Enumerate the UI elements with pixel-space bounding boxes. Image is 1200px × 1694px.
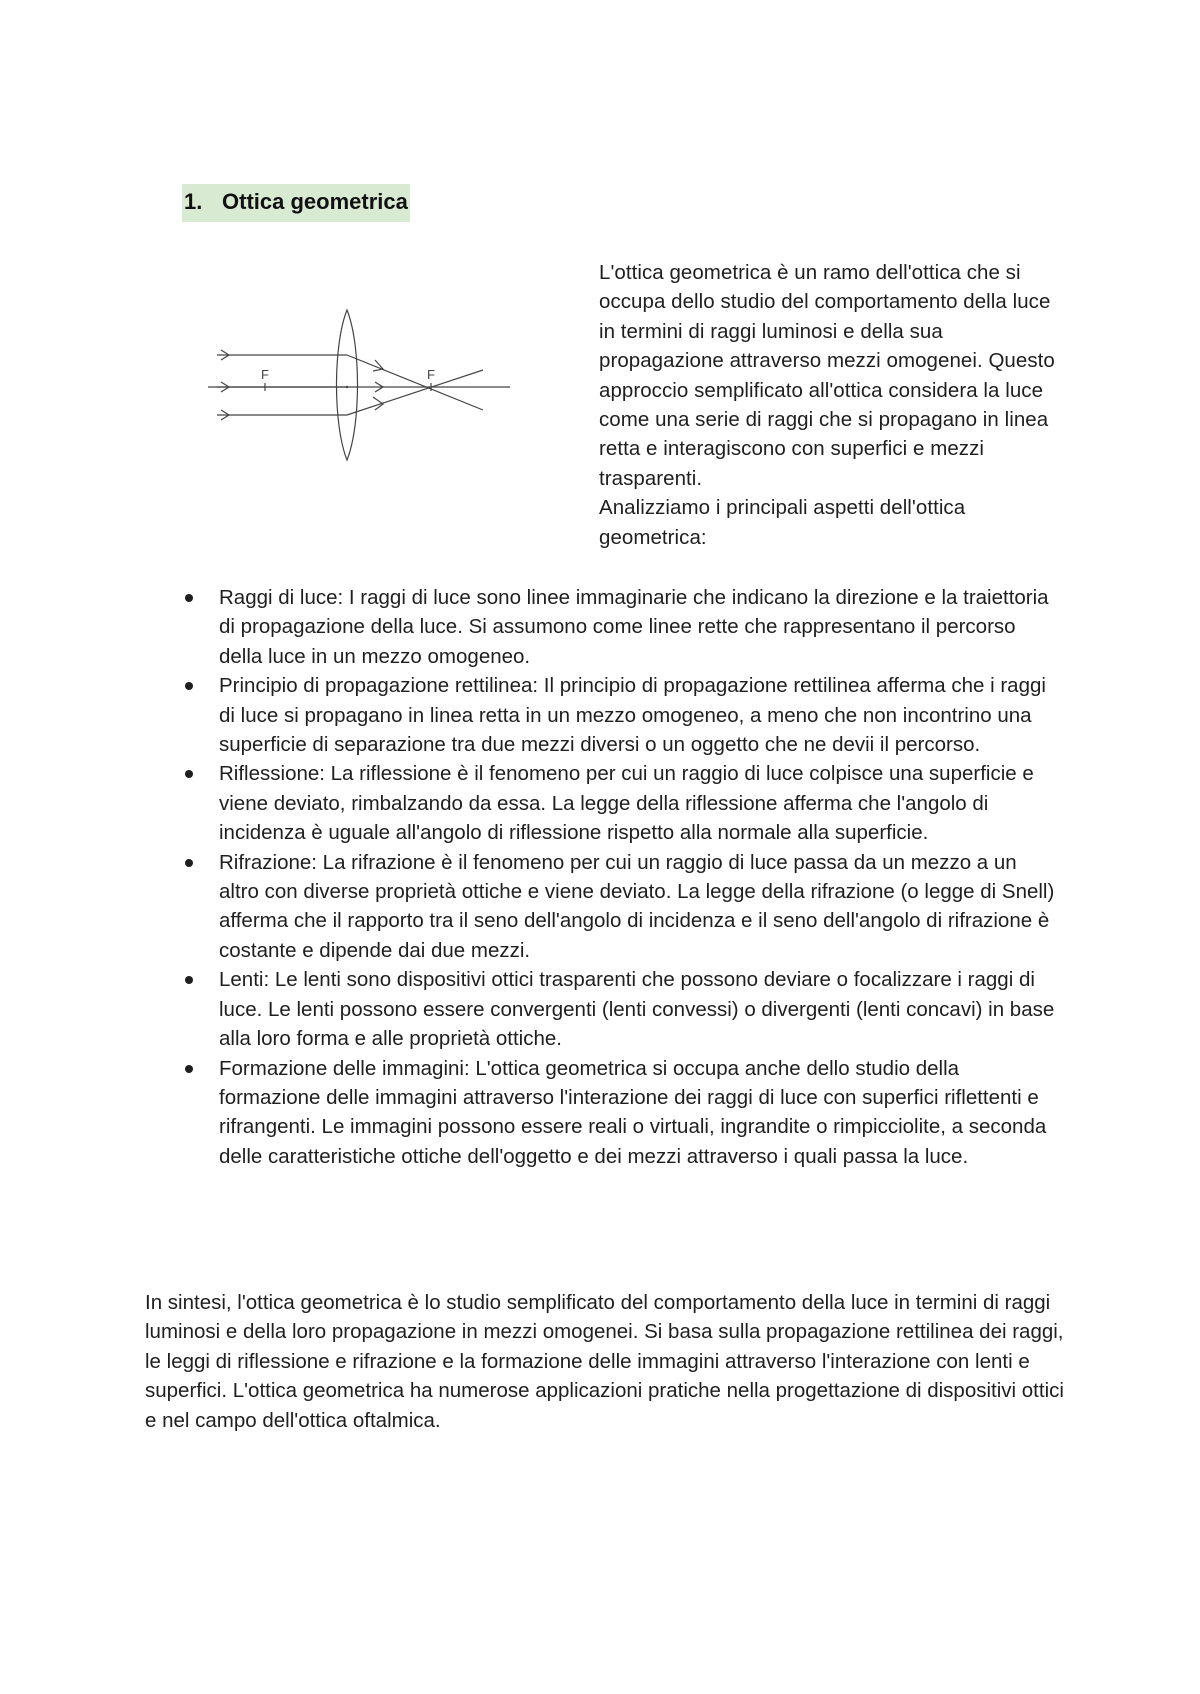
refracted-ray-top [347, 355, 483, 410]
list-item-text: Riflessione: La riflessione è il fenomeno per cui un raggio di luce colpisce una superficie e viene deviato, rimbalzando da essa. La legge della riflessione afferma che l'angolo di incidenza è uguale all'angolo di riflessione rispetto alla normale alla superficie. [219, 762, 1034, 845]
list-item-text: Rifrazione: La rifrazione è il fenomeno per cui un raggio di luce passa da un mezzo a un altro con diverse proprietà ottiche e viene deviato. La legge della rifrazione (o legge di Snell) afferma che il rapporto tra il seno dell'angolo di incidenza e il seno dell'angolo di rifrazione è costante e dipende dai due mezzi. [219, 850, 1055, 962]
focus-right-label: F [427, 367, 435, 382]
section-title: Ottica geometrica [222, 189, 408, 214]
aspects-list [182, 583, 1082, 1171]
intro-text [599, 258, 1069, 552]
focus-left-label: F [261, 367, 269, 382]
list-item [182, 671, 1056, 759]
list-item-text: Formazione delle immagini: L'ottica geometrica si occupa anche dello studio della formazione delle immagini attraverso l'interazione dei raggi di luce con superfici riflettenti e rifrangenti. Le immagini possono essere reali o virtuali, ingrandite o rimpicciolite, a seconda delle caratteristiche ottiche dell'oggetto e dei mezzi attraverso i quali passa la luce. [219, 1056, 1047, 1168]
convex-lens [337, 310, 358, 460]
list-item-text: Principio di propagazione rettilinea: Il principio di propagazione rettilinea afferma che i raggi di luce si propagano in linea retta in un mezzo omogeneo, a meno che non incontrino una superficie di separazione tra due mezzi diversi o un oggetto che ne devii il percorso. [219, 674, 1046, 757]
refracted-ray-bottom [347, 370, 483, 415]
list-item [182, 759, 1056, 847]
list-item-text: Lenti: Le lenti sono dispositivi ottici trasparenti che possono deviare o focalizzare i raggi di luce. Le lenti possono essere convergenti (lenti convessi) o divergenti (lenti concavi) in base alla loro forma e alle proprietà ottiche. [219, 968, 1055, 1051]
bullet-icon [185, 770, 193, 778]
lens-ray-diagram-svg [205, 305, 515, 465]
list-item [182, 965, 1056, 1053]
heading-highlight [182, 184, 410, 222]
convex-lens-diagram [205, 305, 515, 465]
bullet-icon [185, 976, 193, 984]
list-item [182, 848, 1056, 966]
section-number: 1. [184, 189, 203, 214]
bullet-icon [185, 859, 193, 867]
intro-paragraph: L'ottica geometrica è un ramo dell'ottica che si occupa dello studio del comportamento della luce in termini di raggi luminosi e della sua propagazione attraverso mezzi omogenei. Questo approccio semplificato all'ottica considera la luce come una serie di raggi che si propagano in linea retta e interagiscono con superfici e mezzi trasparenti. [599, 261, 1055, 490]
list-item-text: Raggi di luce: I raggi di luce sono linee immaginarie che indicano la direzione e la traiettoria di propagazione della luce. Si assumono come linee rette che rappresentano il percorso della luce in un mezzo omogeneo. [219, 586, 1049, 668]
bullet-icon [185, 594, 193, 602]
list-item [182, 1054, 1056, 1172]
arrowhead-out-bottom [373, 397, 383, 410]
lens-center-dot [346, 386, 348, 388]
section-heading [182, 184, 410, 216]
bullet-icon [185, 682, 193, 690]
list-item [182, 583, 1056, 671]
intro-lead-in: Analizziamo i principali aspetti dell'ottica geometrica: [599, 496, 966, 549]
bullet-icon [185, 1065, 193, 1073]
summary-paragraph: In sintesi, l'ottica geometrica è lo studio semplificato del comportamento della luce in termini di raggi luminosi e della loro propagazione in mezzi omogenei. Si basa sulla propagazione rettilinea dei raggi, le leggi di riflessione e rifrazione e la formazione delle immagini attraverso l'interazione con lenti e superfici. L'ottica geometrica ha numerose applicazioni pratiche nella progettazione di dispositivi ottici e nel campo dell'ottica oftalmica. [145, 1291, 1064, 1432]
